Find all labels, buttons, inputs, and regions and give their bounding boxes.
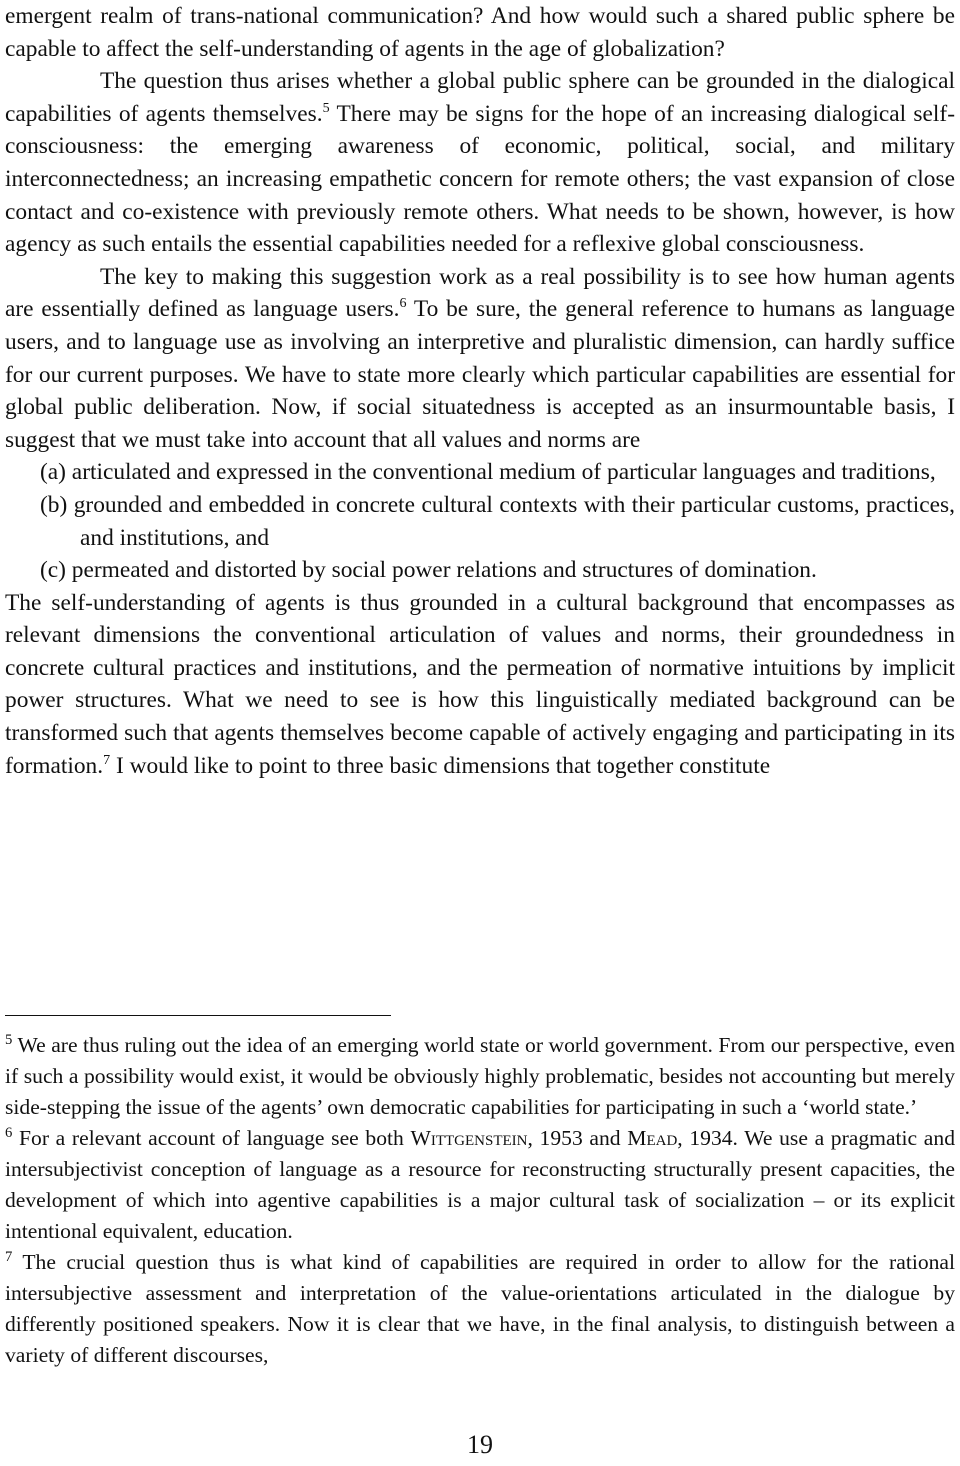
footnote-ref-7[interactable]: 7: [103, 751, 111, 768]
footnote-6-number: 6: [5, 1124, 13, 1141]
paragraph-4: [5, 587, 955, 783]
footnote-5-number: 5: [5, 1031, 13, 1048]
author-wittgenstein: Wittgenstein: [410, 1126, 528, 1150]
paragraph-3-text-b: To be sure, the general reference to humans as language users, and to language use as involving an interpretive and pluralistic dimension, can hardly suffice for our current purposes. We have to state more clearly which particular capabilities are essential for global public deliberation. Now, if social situatedness is accepted as an insurmountable basis, I suggest that we must take into account that all values and norms are: [5, 296, 955, 453]
paragraph-2-text-b: There may be signs for the hope of an increasing dialogical self-consciousness: the emerging awareness of economic, political, social, and military interconnectedness; an increasing empathetic concern for remote others; the vast expansion of close contact and co-existence with previously remote others. What needs to be shown, however, is how agency as such entails the essential capabilities needed for a reflexive global consciousness.: [5, 100, 955, 258]
list-item: (c) permeated and distorted by social power relations and structures of domination.: [40, 557, 817, 584]
footnote-divider: [5, 1015, 391, 1016]
footnote-5-text: We are thus ruling out the idea of an emerging world state or world government. From our perspective, even if such a possibility would exist, it would be obviously highly problematic, besides not accounting but merely side-stepping the issue of the agents’ own democratic capabilities for participating in such a ‘world state.’: [5, 1033, 955, 1119]
paragraph-1: [5, 0, 955, 65]
list-item: (b) grounded and embedded in concrete cultural contexts with their particular customs, practices, and institutions, and: [40, 491, 955, 551]
footnote-6: [5, 1123, 955, 1247]
main-text: [5, 0, 955, 782]
footnote-7-text: The crucial question thus is what kind of capabilities are required in order to allow for the rational intersubjective assessment and interpretation of the value-orientations articulated in the dialogue by differently positioned speakers. Now it is clear that we have, in the final analysis, to distinguish between a variety of different discourses,: [5, 1250, 955, 1367]
paragraph-1-text: emergent realm of trans-national communication? And how would such a shared public sphere be capable to affect the self-understanding of agents in the age of globalization?: [5, 3, 955, 62]
footnote-7-number: 7: [5, 1248, 13, 1265]
paragraph-3: [5, 261, 955, 457]
paragraph-2-text-a: The question thus arises whether a global public sphere can be grounded in the dialogical capabilities of agents themselves.: [5, 68, 955, 127]
footnote-6-text-c: , 1934. We use a pragmatic and intersubjectivist conception of language as a resource for reconstructing structurally present capacities, the development of which into agentive capabilities is a major cultural task of socialization – or its explicit intentional equivalent, education.: [5, 1126, 955, 1243]
footnote-ref-5[interactable]: 5: [322, 99, 330, 116]
footnotes: [5, 1030, 955, 1371]
footnote-5: [5, 1030, 955, 1123]
footnote-6-text-a: For a relevant account of language see both: [12, 1126, 411, 1150]
paragraph-3-text-a: The key to making this suggestion work as a real possibility is to see how human agents are essentially defined as language users.: [5, 263, 955, 323]
footnote-ref-6[interactable]: 6: [399, 295, 407, 312]
paragraph-4-text-a: The self-understanding of agents is thus grounded in a cultural background that encompasses as relevant dimensions the conventional articulation of values and norms, their groundedness in concrete cultural practices and institutions, and the permeation of normative intuitions by implicit power structures. What we need to see is how this linguistically mediated background can be transformed such that agents themselves become capable of actively engaging and participating in its formation.: [5, 589, 955, 779]
conditions-list: [5, 456, 955, 586]
footnote-7: [5, 1247, 955, 1371]
author-mead: Mead: [627, 1126, 678, 1150]
page-number: 19: [467, 1430, 493, 1459]
list-item: (a) articulated and expressed in the conventional medium of particular languages and traditions,: [40, 459, 936, 486]
paragraph-2: [5, 65, 955, 261]
paragraph-4-text-b: I would like to point to three basic dimensions that together constitute: [110, 752, 771, 779]
footnote-6-text-b: , 1953 and: [527, 1126, 628, 1150]
